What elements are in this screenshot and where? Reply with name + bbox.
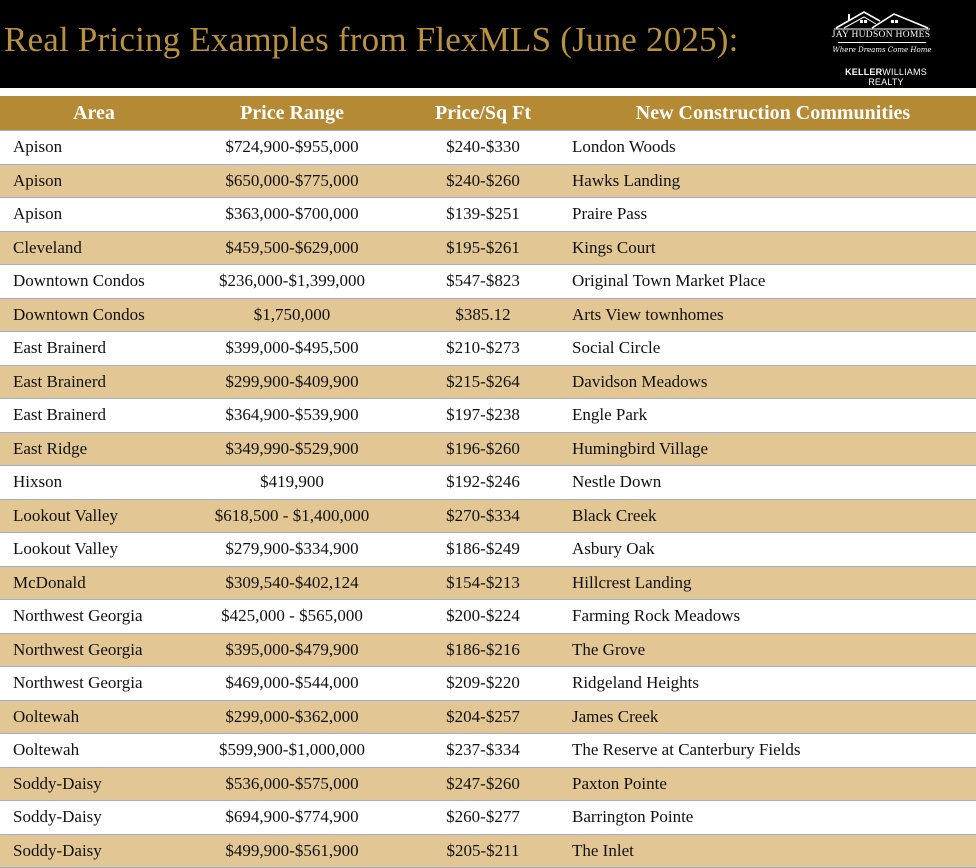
cell-price-range: $349,990-$529,900 (188, 432, 396, 466)
cell-area: Apison (0, 164, 188, 198)
header-communities: New Construction Communities (570, 96, 976, 131)
table-row (0, 298, 976, 332)
cell-price-sqft: $270-$334 (396, 499, 570, 533)
table-body (0, 131, 976, 868)
table-row (0, 131, 976, 165)
cell-area: Ooltewah (0, 700, 188, 734)
cell-area: Downtown Condos (0, 298, 188, 332)
cell-price-sqft: $197-$238 (396, 399, 570, 433)
logo-tagline: Where Dreams Come Home (832, 46, 932, 54)
cell-price-sqft: $204-$257 (396, 700, 570, 734)
table-row (0, 834, 976, 868)
cell-price-range: $425,000 - $565,000 (188, 600, 396, 634)
cell-price-sqft: $547-$823 (396, 265, 570, 299)
cell-area: East Ridge (0, 432, 188, 466)
house-roof-icon (834, 10, 930, 30)
logo-brokerage-bold: KELLER (845, 67, 883, 77)
cell-area: Hixson (0, 466, 188, 500)
cell-community: The Inlet (570, 834, 976, 868)
cell-price-sqft: $139-$251 (396, 198, 570, 232)
cell-area: East Brainerd (0, 365, 188, 399)
table-row (0, 198, 976, 232)
logo-brokerage (826, 67, 946, 87)
table-row (0, 399, 976, 433)
cell-price-range: $395,000-$479,900 (188, 633, 396, 667)
cell-community: Ridgeland Heights (570, 667, 976, 701)
cell-community: James Creek (570, 700, 976, 734)
cell-community: Engle Park (570, 399, 976, 433)
cell-price-sqft: $215-$264 (396, 365, 570, 399)
pricing-table-container (0, 96, 976, 868)
logo-divider (838, 42, 926, 43)
cell-area: Northwest Georgia (0, 633, 188, 667)
cell-price-sqft: $196-$260 (396, 432, 570, 466)
cell-price-sqft: $186-$249 (396, 533, 570, 567)
cell-community: Black Creek (570, 499, 976, 533)
cell-price-sqft: $192-$246 (396, 466, 570, 500)
cell-area: Apison (0, 131, 188, 165)
cell-price-range: $618,500 - $1,400,000 (188, 499, 396, 533)
table-row (0, 533, 976, 567)
cell-price-sqft: $205-$211 (396, 834, 570, 868)
cell-area: Downtown Condos (0, 265, 188, 299)
cell-price-range: $599,900-$1,000,000 (188, 734, 396, 768)
cell-community: The Reserve at Canterbury Fields (570, 734, 976, 768)
cell-price-range: $469,000-$544,000 (188, 667, 396, 701)
cell-area: McDonald (0, 566, 188, 600)
cell-community: Arts View townhomes (570, 298, 976, 332)
cell-area: Northwest Georgia (0, 667, 188, 701)
pricing-table (0, 96, 976, 868)
cell-price-sqft: $247-$260 (396, 767, 570, 801)
cell-community: Farming Rock Meadows (570, 600, 976, 634)
table-row (0, 767, 976, 801)
cell-price-range: $309,540-$402,124 (188, 566, 396, 600)
table-row (0, 265, 976, 299)
table-row (0, 332, 976, 366)
cell-community: Hillcrest Landing (570, 566, 976, 600)
cell-area: Cleveland (0, 231, 188, 265)
logo-name: JAY HUDSON HOMES (831, 30, 931, 40)
cell-price-range: $363,000-$700,000 (188, 198, 396, 232)
cell-community: Humingbird Village (570, 432, 976, 466)
cell-price-sqft: $385.12 (396, 298, 570, 332)
header-banner (0, 0, 976, 88)
header-price-range: Price Range (188, 96, 396, 131)
cell-community: The Grove (570, 633, 976, 667)
cell-price-range: $1,750,000 (188, 298, 396, 332)
cell-price-sqft: $210-$273 (396, 332, 570, 366)
cell-community: Barrington Pointe (570, 801, 976, 835)
cell-price-sqft: $154-$213 (396, 566, 570, 600)
table-row (0, 466, 976, 500)
cell-community: Paxton Pointe (570, 767, 976, 801)
cell-price-range: $499,900-$561,900 (188, 834, 396, 868)
logo-brokerage-rest: WILLIAMS REALTY (868, 67, 927, 87)
cell-area: Lookout Valley (0, 499, 188, 533)
cell-community: Davidson Meadows (570, 365, 976, 399)
cell-community: Social Circle (570, 332, 976, 366)
cell-price-range: $364,900-$539,900 (188, 399, 396, 433)
cell-community: Praire Pass (570, 198, 976, 232)
cell-price-range: $279,900-$334,900 (188, 533, 396, 567)
cell-area: Northwest Georgia (0, 600, 188, 634)
cell-community: Asbury Oak (570, 533, 976, 567)
cell-area: Soddy-Daisy (0, 834, 188, 868)
cell-community: Nestle Down (570, 466, 976, 500)
cell-price-sqft: $260-$277 (396, 801, 570, 835)
table-row (0, 164, 976, 198)
table-row (0, 633, 976, 667)
cell-area: Ooltewah (0, 734, 188, 768)
table-row (0, 499, 976, 533)
cell-area: East Brainerd (0, 332, 188, 366)
cell-area: Soddy-Daisy (0, 801, 188, 835)
cell-area: Soddy-Daisy (0, 767, 188, 801)
cell-price-range: $299,000-$362,000 (188, 700, 396, 734)
cell-area: Apison (0, 198, 188, 232)
table-row (0, 432, 976, 466)
cell-community: Original Town Market Place (570, 265, 976, 299)
table-row (0, 734, 976, 768)
cell-community: London Woods (570, 131, 976, 165)
table-row (0, 667, 976, 701)
header-price-sqft: Price/Sq Ft (396, 96, 570, 131)
company-logo (826, 10, 946, 87)
cell-price-range: $419,900 (188, 466, 396, 500)
cell-price-range: $694,900-$774,900 (188, 801, 396, 835)
table-row (0, 600, 976, 634)
cell-price-range: $399,000-$495,500 (188, 332, 396, 366)
cell-price-sqft: $195-$261 (396, 231, 570, 265)
page-title: Real Pricing Examples from FlexMLS (June 2025): (4, 20, 739, 59)
table-header-row (0, 96, 976, 131)
cell-price-sqft: $186-$216 (396, 633, 570, 667)
cell-area: East Brainerd (0, 399, 188, 433)
cell-price-sqft: $237-$334 (396, 734, 570, 768)
cell-community: Kings Court (570, 231, 976, 265)
table-row (0, 801, 976, 835)
cell-price-range: $724,900-$955,000 (188, 131, 396, 165)
cell-price-range: $536,000-$575,000 (188, 767, 396, 801)
cell-community: Hawks Landing (570, 164, 976, 198)
table-row (0, 365, 976, 399)
table-row (0, 231, 976, 265)
cell-price-sqft: $200-$224 (396, 600, 570, 634)
cell-price-range: $459,500-$629,000 (188, 231, 396, 265)
cell-price-range: $299,900-$409,900 (188, 365, 396, 399)
cell-price-range: $236,000-$1,399,000 (188, 265, 396, 299)
cell-area: Lookout Valley (0, 533, 188, 567)
cell-price-range: $650,000-$775,000 (188, 164, 396, 198)
cell-price-sqft: $240-$330 (396, 131, 570, 165)
header-area: Area (0, 96, 188, 131)
cell-price-sqft: $209-$220 (396, 667, 570, 701)
cell-price-sqft: $240-$260 (396, 164, 570, 198)
table-row (0, 700, 976, 734)
table-row (0, 566, 976, 600)
